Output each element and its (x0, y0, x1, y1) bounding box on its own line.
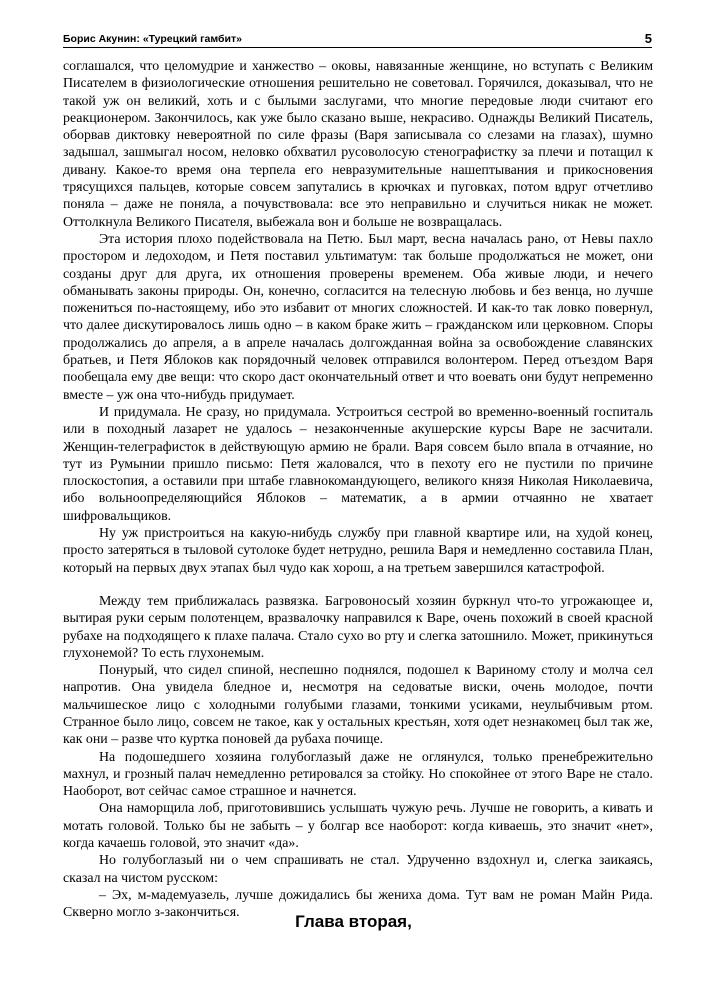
section-break (63, 577, 653, 593)
paragraph: На подошедшего хозяина голубоглазый даже не оглянулся, только пренебрежительно махнул, и грозный палач немедленно ретировался за стойку. Но спокойнее от этого Варе не стало. Наоборот, вот сейчас самое страшное и начнется. (63, 749, 653, 800)
page-number: 5 (644, 31, 652, 46)
paragraph: Но голубоглазый ни о чем спрашивать не стал. Удрученно вздохнул и, слегка заикаясь, сказал на чистом русском: (63, 853, 653, 886)
paragraph: Ну уж пристроиться на какую-нибудь службу при главной квартире или, на худой конец, просто затеряться в тыловой сутолоке будет нетрудно, решила Варя и немедленно составила План, который на первых двух этапах был чудо как хорош, а на третьем завершился катастрофой. (63, 526, 653, 576)
paragraph: соглашался, что целомудрие и ханжество – оковы, навязанные женщине, но вступать с Великим Писателем в физиологические отношения решительно не советовал. Горячился, доказывал, что не такой уж он великий, хоть и с былыми заслугами, что многие передовые люди считают его реакционером. Закончилось, как уже было сказано выше, некрасиво. Однажды Великий Писатель, оборвав диктовку невероятной по силе фразы (Варя записывала со слезами на глазах), шумно задышал, зашмыгал носом, неловко обхватил русоволосую стенографистку за плечи и потащил к дивану. Какое-то время она терпела его невразумительные нашептывания и прикосновения трясущихся пальцев, которые совсем запутались в крючках и пуговках, потом вдруг отчетливо поняла – даже не поняла, а почувствовала: все это неправильно и случиться никак не может. Оттолкнула Великого Писателя, выбежала вон и больше не возвращалась. (63, 59, 653, 230)
book-title: Борис Акунин: «Турецкий гамбит» (63, 33, 242, 45)
running-header (63, 32, 652, 48)
body-text (63, 58, 653, 922)
paragraph: Она наморщила лоб, приготовившись услышать чужую речь. Лучше не говорить, а кивать и мотать головой. Только бы не забыть – у болгар все наоборот: когда киваешь, это значит «нет», когда качаешь головой, это значит «да». (63, 801, 653, 852)
paragraph: Между тем приближалась развязка. Багровоносый хозяин буркнул что-то угрожающее и, вытирая руки серым полотенцем, вразвалочку направился к Варе, очень похожий в своей красной рубахе на подходящего к плахе палача. Стало сухо во рту и слегка затошнило. Может, прикинуться глухонемой? То есть глухонемым. (63, 593, 653, 661)
header-rule (63, 47, 652, 48)
chapter-heading: Глава вторая, (295, 912, 412, 931)
paragraph: Понурый, что сидел спиной, неспешно поднялся, подошел к Вариному столу и молча сел напротив. Она увидела бледное и, несмотря на седоватые виски, очень молодое, почти мальчишеское лицо с холодными голубыми глазами, тонкими усиками, неулыбчивым ртом. Странное было лицо, совсем не такое, как у остальных крестьян, хотя одет незнакомец был так же, как они – разве что куртка поновей да рубаха почище. (63, 663, 653, 748)
paragraph: И придумала. Не сразу, но придумала. Устроиться сестрой во временно-военный госпиталь или в походный лазарет не удалось – незаконченные акушерские курсы Варе не засчитали. Женщин-телеграфисток в действующую армию не брали. Варя совсем было впала в отчаяние, но тут из Румынии пришло письмо: Петя жаловался, что в пехоту его не пустили по причине плоскостопия, а оставили при штабе главнокомандующего, великого князя Николая Николаевича, ибо вольноопределяющийся Яблоков – математик, а в армии отчаянно не хватает шифровальщиков. (63, 404, 653, 524)
paragraph: Эта история плохо подействовала на Петю. Был март, весна началась рано, от Невы пахло простором и ледоходом, и Петя поставил ультиматум: так больше продолжаться не может, они созданы друг для друга, их отношения проверены временем. Оба живые люди, и нечего обманывать законы природы. Он, конечно, согласится на телесную любовь и без венца, но лучше пожениться по-настоящему, ибо это избавит от многих сложностей. И как-то так ловко повернул, что далее дискутировалось лишь одно – в каком браке жить – гражданском или церковном. Споры продолжались до апреля, а в апреле началась долгожданная война за освобождение славянских братьев, и Петя Яблоков как порядочный человек отправился волонтером. Перед отъездом Варя пообещала ему две вещи: что скоро даст окончательный ответ и что воевать они будут непременно вместе – уж она что-нибудь придумает. (63, 231, 653, 403)
dialogue-paragraph: – Эх, м-мадемуазель, лучше дожидались бы жениха дома. Тут вам не роман Майн Рида. Скверно могло з-закончиться. (63, 887, 653, 921)
